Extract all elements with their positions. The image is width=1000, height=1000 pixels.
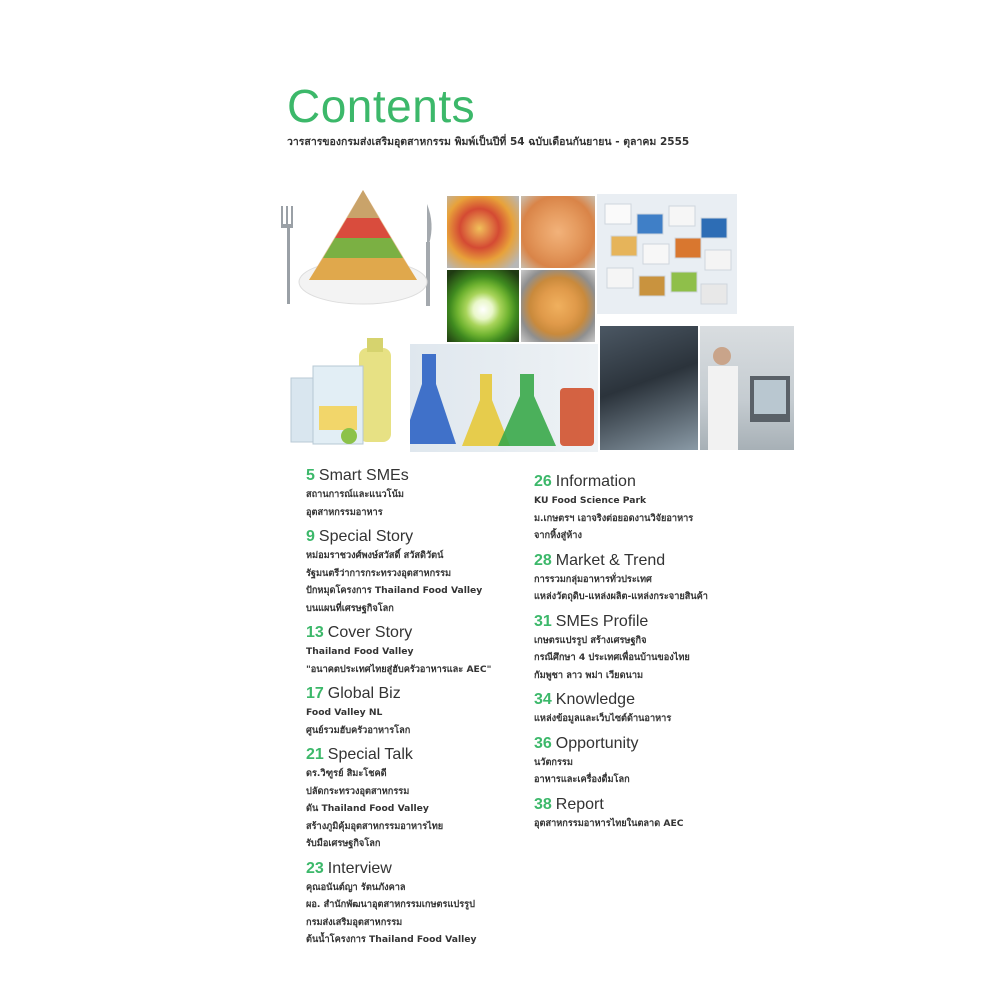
drink-mix-packets-image: [287, 326, 407, 454]
entry-line: กรมส่งเสริมอุตสาหกรรม: [306, 916, 403, 928]
contents-entry[interactable]: [306, 466, 491, 521]
entry-line: สร้างภูมิคุ้มอุตสาหกรรมอาหารไทย: [306, 820, 444, 832]
section-title: Report: [555, 795, 604, 813]
contents-entry[interactable]: [534, 734, 708, 789]
entry-line: Thailand Food Valley: [306, 646, 414, 657]
entry-line: ปลัดกระทรวงอุตสาหกรรม: [306, 785, 410, 797]
laboratory-scientist-image: [700, 326, 794, 450]
entry-line: "อนาคตประเทศไทยสู่ฮับครัวอาหารและ AEC": [306, 663, 492, 675]
contents-entry[interactable]: [534, 551, 708, 606]
contents-entry[interactable]: [534, 612, 708, 685]
contents-entry[interactable]: [306, 623, 491, 678]
section-title: Market & Trend: [555, 551, 666, 569]
section-title: Interview: [327, 859, 392, 877]
entry-line: หม่อมราชวงศ์พงษ์สวัสดิ์ สวัสดิวัตน์: [306, 550, 444, 561]
entry-line: คุณอนันต์ญา รัตนภังคาล: [306, 881, 406, 893]
entry-line: แหล่งข้อมูลและเว็บไซต์ด้านอาหาร: [534, 713, 672, 724]
fruit-salad-bowl-image: [447, 196, 519, 268]
page-number: 26: [534, 473, 552, 490]
page-number: 5: [306, 467, 315, 484]
entry-line: กรณีศึกษา 4 ประเทศเพื่อนบ้านของไทย: [534, 652, 690, 663]
entry-line: เกษตรแปรรูป สร้างเศรษฐกิจ: [534, 634, 647, 646]
page-number: 28: [534, 551, 552, 569]
entry-heading: [534, 472, 708, 492]
contents-left-column: [306, 466, 491, 955]
page-subtitle: วารสารของกรมส่งเสริมอุตสาหกรรม พิมพ์เป็นปีที่ 54 ฉบับเดือนกันยายน - ตุลาคม 2555: [287, 136, 690, 148]
shrimp-bowl-image: [521, 196, 595, 268]
entry-line: KU Food Science Park: [534, 495, 647, 506]
page-number: 21: [306, 746, 324, 763]
entry-line: Food Valley NL: [306, 707, 383, 718]
contents-right-column: [534, 472, 708, 838]
page-number: 9: [306, 528, 315, 545]
section-title: Special Story: [318, 528, 414, 545]
entry-heading: [534, 612, 708, 632]
contents-entry[interactable]: [534, 690, 708, 728]
contents-entry[interactable]: [306, 745, 491, 853]
entry-heading: [534, 795, 708, 815]
entry-line: รับมือเศรษฐกิจโลก: [306, 838, 381, 849]
entry-line: แหล่งวัตถุดิบ-แหล่งผลิต-แหล่งกระจายสินค้า: [534, 591, 708, 602]
entry-line: กัมพูชา ลาว พม่า เวียดนาม: [534, 669, 644, 681]
entry-line: ผอ. สำนักพัฒนาอุตสาหกรรมเกษตรแปรรูป: [306, 899, 475, 910]
entry-line: ต้นน้ำโครงการ Thailand Food Valley: [306, 934, 477, 945]
food-cubes-grid-image: [597, 194, 737, 314]
green-bowls-image: [447, 270, 519, 342]
entry-line: รัฐมนตรีว่าการกระทรวงอุตสาหกรรม: [306, 567, 452, 579]
laboratory-flasks-image: [410, 344, 598, 452]
entry-line: อาหารและเครื่องดื่มโลก: [534, 774, 630, 785]
entry-heading: [534, 690, 708, 710]
contents-entry[interactable]: [306, 859, 491, 949]
contents-entry[interactable]: [534, 472, 708, 545]
section-title: Global Biz: [327, 685, 401, 702]
entry-line: ปักหมุดโครงการ Thailand Food Valley: [306, 585, 483, 596]
entry-line: การรวมกลุ่มอาหารทั่วประเทศ: [534, 573, 652, 585]
section-title: SMEs Profile: [555, 612, 649, 630]
section-title: Smart SMEs: [318, 467, 409, 484]
entry-heading: [306, 466, 491, 486]
section-title: Opportunity: [555, 734, 639, 752]
contents-entry[interactable]: [306, 684, 491, 739]
entry-heading: [534, 734, 708, 754]
entry-heading: [306, 684, 491, 704]
entry-heading: [306, 623, 491, 643]
entry-line: ม.เกษตรฯ เอาจริงต่อยอดงานวิจัยอาหาร: [534, 512, 694, 524]
entry-line: สถานการณ์และแนวโน้ม: [306, 489, 404, 500]
lab-sample-dishes-image: [600, 326, 698, 450]
entry-line: จากหิ้งสู่ห้าง: [534, 530, 582, 541]
section-title: Information: [555, 473, 636, 490]
entry-line: นวัตกรรม: [534, 756, 573, 768]
entry-heading: [306, 527, 491, 547]
entry-line: ดัน Thailand Food Valley: [306, 803, 429, 814]
section-title: Special Talk: [327, 746, 413, 763]
page-number: 36: [534, 734, 552, 752]
canned-fruit-image: [521, 270, 595, 342]
entry-line: อุตสาหกรรมอาหาร: [306, 506, 383, 518]
page-number: 17: [306, 685, 324, 702]
entry-line: อุตสาหกรรมอาหารไทยในตลาด AEC: [534, 817, 684, 829]
contents-entry[interactable]: [306, 527, 491, 617]
page-number: 13: [306, 624, 324, 641]
page-number: 38: [534, 795, 552, 813]
entry-heading: [534, 551, 708, 571]
contents-entry[interactable]: [534, 795, 708, 833]
page-number: 31: [534, 612, 552, 630]
entry-line: บนแผนที่เศรษฐกิจโลก: [306, 602, 394, 614]
section-title: Knowledge: [555, 691, 635, 708]
entry-line: ดร.วิฑูรย์ สิมะโชคดี: [306, 768, 387, 779]
entry-line: ศูนย์รวมฮับครัวอาหารโลก: [306, 724, 411, 736]
page-number: 23: [306, 859, 324, 877]
entry-heading: [306, 745, 491, 765]
food-pyramid-plate-image: [277, 184, 445, 312]
page-number: 34: [534, 691, 552, 708]
entry-heading: [306, 859, 491, 879]
section-title: Cover Story: [327, 624, 413, 641]
page-title: Contents: [287, 80, 476, 132]
